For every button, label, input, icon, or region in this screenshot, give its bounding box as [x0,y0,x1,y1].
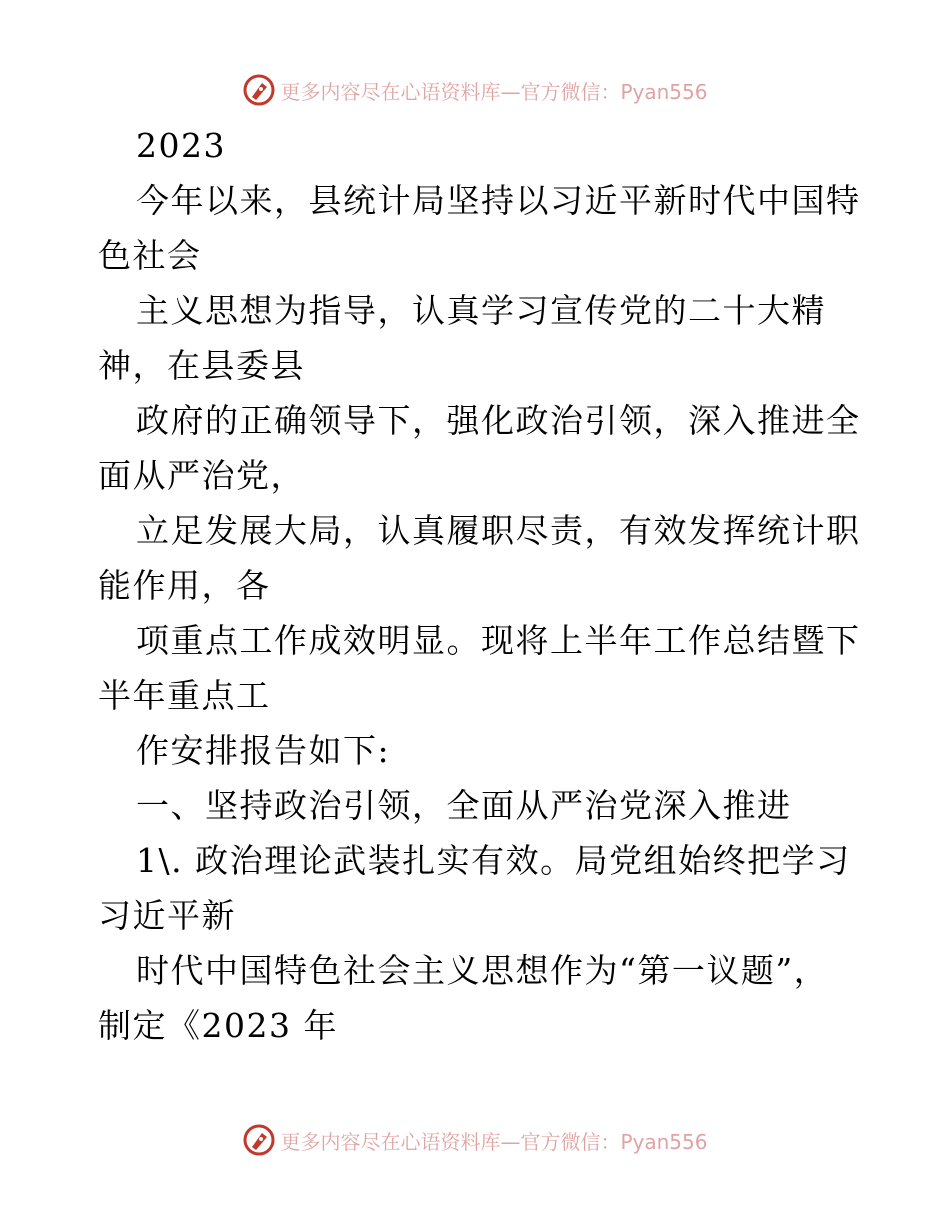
text-line: 主义思想为指导，认真学习宣传党的二十大精 [136,291,826,330]
header-banner-text: 更多内容尽在心语资料库—官方微信：Pyan556 [280,79,708,104]
text-line: 半年重点工 [98,676,271,715]
text-line: 习近平新 [98,896,236,935]
text-line: 色社会 [98,236,202,275]
pen-nib-logo-icon [242,73,276,107]
header-banner [0,70,950,110]
text-line: 神，在县委县 [98,346,305,385]
text-line: 项重点工作成效明显。现将上半年工作总结暨下 [136,621,861,660]
text-line: 作安排报告如下: [136,731,391,770]
pen-nib-logo-icon [242,1123,276,1157]
text-line: 2023 [136,126,226,165]
footer-banner-text: 更多内容尽在心语资料库—官方微信：Pyan556 [280,1129,708,1154]
text-line: 时代中国特色社会主义思想作为“第一议题”， [136,951,829,990]
text-line: 能作用，各 [98,566,271,605]
text-line: 今年以来，县统计局坚持以习近平新时代中国特 [136,181,861,220]
footer-banner [0,1120,950,1160]
text-line: 1\. 政治理论武装扎实有效。局党组始终把学习 [136,841,851,880]
document-body [98,118,861,1053]
text-line: 面从严治党， [98,456,305,495]
text-line: 立足发展大局，认真履职尽责，有效发挥统计职 [136,511,861,550]
text-line: 一、坚持政治引领，全面从严治党深入推进 [136,786,792,825]
text-line: 政府的正确领导下，强化政治引领，深入推进全 [136,401,861,440]
text-line: 制定《2023 年 [98,1006,338,1045]
